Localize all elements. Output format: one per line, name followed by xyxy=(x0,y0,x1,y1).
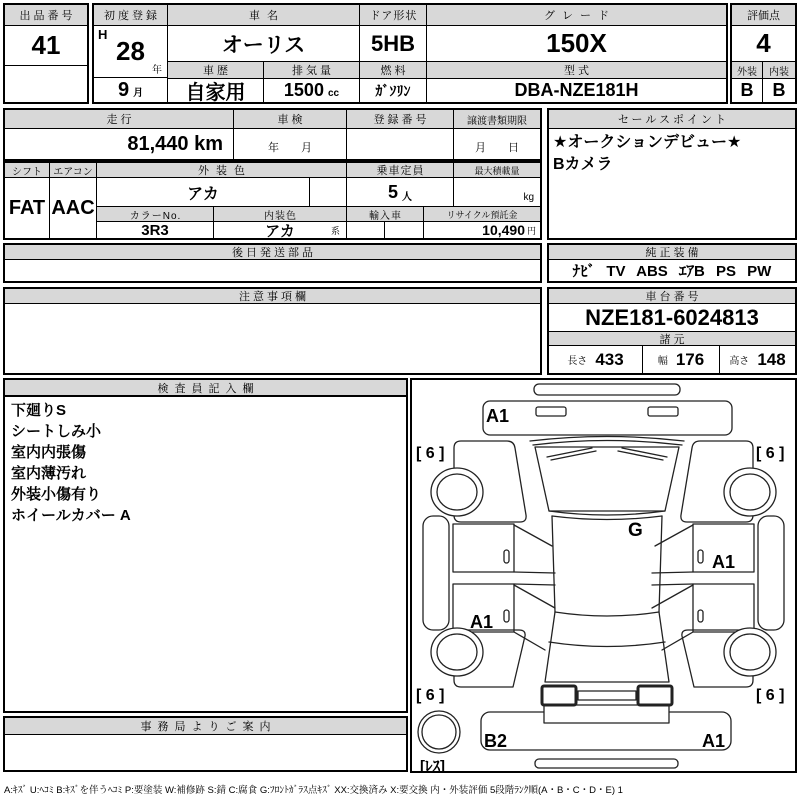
month-unit: 月 xyxy=(133,88,144,99)
shaken-placeholder: 年 月 xyxy=(234,129,347,159)
shaken-header: 車検 xyxy=(234,110,347,129)
rear-right-wheel-inner xyxy=(730,634,770,670)
score-block xyxy=(730,3,797,104)
model-code-value: DBA-NZE181H xyxy=(514,80,639,100)
height-cell xyxy=(720,346,795,373)
registration-number-value xyxy=(347,129,454,159)
hood-damage-mark: A1 xyxy=(486,406,510,426)
sales-points-body xyxy=(553,132,793,176)
car-name-header: 車名 xyxy=(168,5,360,26)
recycle-deposit-header: リサイクル預託金 xyxy=(424,207,540,222)
inspector-notes-body xyxy=(5,397,406,711)
capacity-value-cell xyxy=(347,178,454,207)
spare-tire-mark: [ﾚｽ] xyxy=(420,758,445,771)
right-pillar-lines xyxy=(652,572,693,585)
rear-right-door-handle xyxy=(698,610,703,622)
caution-body xyxy=(5,304,540,373)
exterior-color-header: 外装色 xyxy=(97,163,347,178)
exterior-grade-header: 外装 xyxy=(732,62,763,79)
spare-tire-shape xyxy=(418,711,460,753)
lot-number-value: 41 xyxy=(5,26,87,66)
mileage-header: 走行 xyxy=(5,110,234,129)
first-registration-month xyxy=(94,78,168,102)
left-pillar-lines xyxy=(514,572,555,585)
door-shape-value: 5HB xyxy=(360,26,427,62)
rear-glass-top-line xyxy=(555,612,659,616)
car-name-value: オーリス xyxy=(168,26,360,62)
rear-lower-bar-shape xyxy=(535,759,678,768)
color-no-value: 3R3 xyxy=(97,222,214,238)
rear-left-wheel-inner xyxy=(437,634,477,670)
later-parts-block xyxy=(3,243,542,283)
front-right-door-mark: A1 xyxy=(712,552,736,572)
length-label: 長さ xyxy=(567,356,588,367)
left-taillight-shape xyxy=(542,686,576,705)
aircon-value: AAC xyxy=(50,178,97,238)
front-left-wheel-mark: [ 6 ] xyxy=(416,445,445,462)
shift-value: FAT xyxy=(5,178,50,238)
score-header: 評価点 xyxy=(732,5,795,26)
right-taillight-shape xyxy=(638,686,672,705)
right-sill-shape xyxy=(758,516,784,630)
displacement-header: 排気量 xyxy=(264,62,360,79)
front-left-wheel-inner xyxy=(437,474,477,510)
registration-number-header: 登録番号 xyxy=(347,110,454,129)
rear-bumper-right-mark: A1 xyxy=(702,731,726,751)
transfer-deadline-placeholder: 月 日 xyxy=(475,142,519,154)
office-notice-block xyxy=(3,716,408,772)
interior-grade-header: 内装 xyxy=(763,62,795,79)
sales-point-line: ★オークションデビュー★ xyxy=(553,134,742,151)
width-value: 176 xyxy=(675,349,705,369)
caution-block xyxy=(3,287,542,375)
right-window-lines xyxy=(652,525,693,650)
interior-color-suffix: 系 xyxy=(330,226,340,236)
era-letter: H xyxy=(98,27,108,42)
left-window-lines xyxy=(514,525,555,650)
import-cell-1 xyxy=(347,222,385,238)
inspector-note-line: ホイールカバー A xyxy=(11,507,131,524)
inspector-note-line: 外装小傷有り xyxy=(11,486,102,503)
recycle-deposit-unit: 円 xyxy=(526,226,536,236)
inspector-notes-block xyxy=(3,378,408,713)
equipment-header: 純正装備 xyxy=(549,245,795,260)
width-label: 幅 xyxy=(657,356,668,367)
grade-header: グレード xyxy=(427,5,726,26)
first-registration-header: 初度登録 xyxy=(94,5,168,26)
equipment-block xyxy=(547,243,797,283)
spec-block xyxy=(3,161,542,240)
lot-number-header: 出品番号 xyxy=(5,5,87,26)
length-value: 433 xyxy=(595,349,624,369)
fuel-value: ｶﾞｿﾘﾝ xyxy=(360,79,427,102)
vehicle-info-block xyxy=(92,3,728,104)
displacement-value-cell xyxy=(264,79,360,102)
registration-month-value: 9 xyxy=(117,78,130,101)
front-right-wheel-inner xyxy=(730,474,770,510)
later-parts-header: 後日発送部品 xyxy=(5,245,540,260)
car-history-value: 自家用 xyxy=(168,79,264,102)
sales-points-header: セールスポイント xyxy=(549,110,795,129)
registration-year-value: 28 xyxy=(116,36,145,66)
inspector-note-line: シートしみ小 xyxy=(11,423,102,440)
office-notice-header: 事務局よりご案内 xyxy=(5,718,406,735)
front-bumper-shape xyxy=(534,384,680,395)
width-cell xyxy=(643,346,720,373)
windshield-roof-line xyxy=(552,516,662,520)
inspector-notes-header: 検査員記入欄 xyxy=(5,380,406,397)
height-label: 高さ xyxy=(729,356,750,367)
inspector-note-line: 下廻りS xyxy=(11,402,67,419)
later-parts-body xyxy=(5,260,540,281)
front-left-door-shape xyxy=(453,524,514,572)
left-headlight-shape xyxy=(536,407,566,416)
trunk-shape xyxy=(544,705,669,723)
color-no-header: カラーNo. xyxy=(97,207,214,222)
length-cell xyxy=(549,346,643,373)
inspector-note-line: 室内薄汚れ xyxy=(11,465,87,482)
windshield-shape xyxy=(535,447,679,511)
car-diagram xyxy=(412,380,795,771)
left-sill-shape xyxy=(423,516,449,630)
interior-color-header: 内装色 xyxy=(214,207,347,222)
aircon-header: エアコン xyxy=(50,163,97,178)
interior-grade-value: B xyxy=(772,80,786,100)
displacement-unit: cc xyxy=(327,88,340,99)
max-load-header: 最大積載量 xyxy=(454,163,540,178)
interior-color-value: アカ xyxy=(265,222,295,238)
rear-left-door-handle xyxy=(504,610,509,622)
transfer-deadline-header: 譲渡書類期限 xyxy=(454,110,540,129)
rear-right-wheel-mark: [ 6 ] xyxy=(756,687,785,704)
chassis-number-value: NZE181-6024813 xyxy=(549,304,795,332)
fuel-header: 燃料 xyxy=(360,62,427,79)
rear-bumper-left-mark: B2 xyxy=(484,731,508,751)
import-cell-2 xyxy=(385,222,424,238)
equipment-value: ﾅﾋﾞ TV ABS ｴｱB PS PW xyxy=(572,263,772,280)
rear-garnish-shape xyxy=(578,691,636,700)
chassis-number-header: 車台番号 xyxy=(549,289,795,304)
sales-point-line: Bカメラ xyxy=(553,156,613,173)
rear-left-wheel-mark: [ 6 ] xyxy=(416,687,445,704)
rear-right-door-shape xyxy=(693,584,754,632)
sales-points-block xyxy=(547,108,797,240)
grade-value: 150X xyxy=(427,26,726,62)
exterior-grade-value: B xyxy=(732,79,763,102)
first-registration-year xyxy=(94,26,168,78)
model-code-header: 型式 xyxy=(427,62,726,79)
height-value: 148 xyxy=(757,349,786,369)
score-value: 4 xyxy=(732,26,795,62)
exterior-color-value: アカ xyxy=(97,178,310,207)
door-shape-header: ドア形状 xyxy=(360,5,427,26)
damage-diagram-block xyxy=(410,378,797,773)
max-load-unit: kg xyxy=(454,178,540,207)
status-row-block xyxy=(3,108,542,161)
front-left-door-handle xyxy=(504,550,509,563)
cowl-line xyxy=(533,441,682,446)
recycle-deposit-value: 10,490 xyxy=(482,222,525,238)
capacity-header: 乗車定員 xyxy=(347,163,454,178)
displacement-value: 1500 xyxy=(283,80,324,100)
dimensions-header: 諸元 xyxy=(549,332,795,346)
lot-number-block xyxy=(3,3,89,104)
right-wiper xyxy=(618,448,667,460)
exterior-color-empty-cell xyxy=(310,178,347,207)
shift-header: シフト xyxy=(5,163,50,178)
front-right-wheel-mark: [ 6 ] xyxy=(756,445,785,462)
damage-code-legend: A:ｷｽﾞ U:ﾍｺﾐ B:ｷｽﾞを伴うﾍｺﾐ P:要塗装 W:補修跡 S:錆 C:腐食 G:ﾌﾛﾝﾄｶﾞﾗｽ点ｷｽﾞ XX:交換済み X:要交換 内・外装評価 5段階ﾗﾝｸ順(A・B・C・D・E) 1 xyxy=(4,785,623,796)
windshield-damage-mark: G xyxy=(628,520,643,541)
rear-glass-bottom-line xyxy=(549,642,665,647)
interior-color-cell xyxy=(214,222,347,238)
front-right-door-handle xyxy=(698,550,703,563)
inspector-note-line: 室内内張傷 xyxy=(11,444,87,461)
office-notice-body xyxy=(5,735,406,770)
left-wiper xyxy=(547,448,596,460)
year-unit: 年 xyxy=(152,65,162,76)
mileage-value: 81,440 km xyxy=(5,129,234,159)
caution-header: 注意事項欄 xyxy=(5,289,540,304)
capacity-value: 5 xyxy=(387,181,398,202)
car-history-header: 車歴 xyxy=(168,62,264,79)
import-header: 輸入車 xyxy=(347,207,424,222)
rear-left-door-mark: A1 xyxy=(470,612,494,632)
right-headlight-shape xyxy=(648,407,678,416)
roof-sides xyxy=(552,516,662,612)
lot-number-empty-cell xyxy=(5,66,87,102)
chassis-block xyxy=(547,287,797,375)
recycle-deposit-cell xyxy=(424,222,540,238)
hood-shape xyxy=(483,401,732,435)
capacity-unit: 人 xyxy=(402,192,412,203)
